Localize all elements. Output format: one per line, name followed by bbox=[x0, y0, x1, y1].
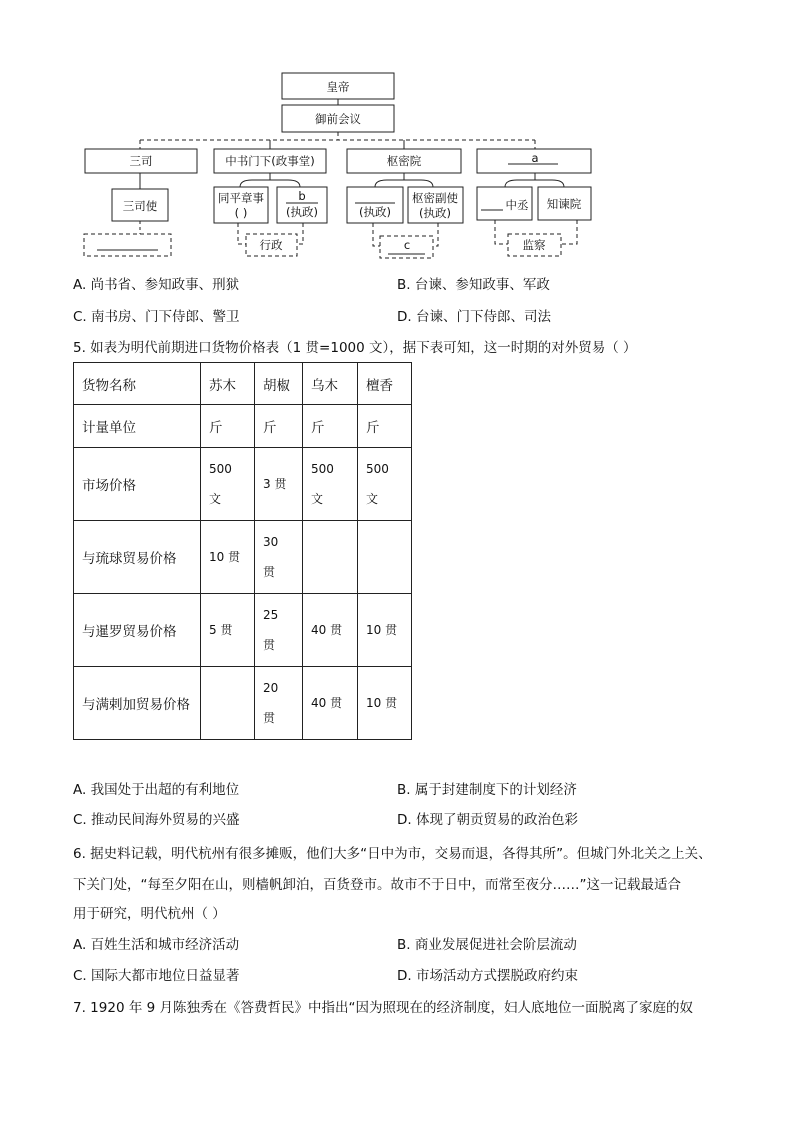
tongping-label: 同平章事 bbox=[218, 191, 264, 205]
q7-line-1: 7. 1920 年 9 月陈独秀在《答费哲民》中指出“因为照现在的经济制度，妇人底地位一面脱离了家庭的奴 bbox=[73, 1000, 693, 1016]
q4-option-c: C. 南书房、门下侍郎、警卫 bbox=[73, 309, 240, 325]
table-cell: 500 文 bbox=[201, 448, 255, 521]
table-cell: 5 贯 bbox=[201, 594, 255, 667]
org-diagram bbox=[0, 0, 794, 270]
header-cell: 苏木 bbox=[201, 363, 255, 405]
table-row bbox=[74, 405, 412, 448]
shumi-fu-label: 枢密副使 bbox=[412, 191, 458, 205]
q6-line-1: 6. 据史料记载，明代杭州有很多摊贩，他们大多“日中为市，交易而退，各得其所”。但城门外北关之上关、 bbox=[73, 846, 712, 862]
sansi-label: 三司 bbox=[129, 154, 153, 168]
table-cell: 斤 bbox=[358, 405, 412, 448]
row-label: 与琉球贸易价格 bbox=[74, 521, 201, 594]
table-cell: 30 贯 bbox=[255, 521, 303, 594]
table-row bbox=[74, 521, 412, 594]
council-label: 御前会议 bbox=[315, 112, 361, 126]
b-sub-label: (执政) bbox=[286, 205, 318, 219]
zhongcheng-label: 中丞 bbox=[505, 198, 529, 212]
emperor-label: 皇帝 bbox=[326, 80, 350, 94]
table-row bbox=[74, 667, 412, 740]
q5-option-c: C. 推动民间海外贸易的兴盛 bbox=[73, 812, 240, 828]
zhongshu-label: 中书门下(政事堂) bbox=[225, 154, 315, 168]
table-row bbox=[74, 594, 412, 667]
q6-option-d: D. 市场活动方式摆脱政府约束 bbox=[397, 968, 578, 984]
q4-option-b: B. 台谏、参知政事、军政 bbox=[397, 277, 550, 293]
jiancha-label: 监察 bbox=[522, 238, 546, 252]
table-cell bbox=[303, 521, 358, 594]
table-cell bbox=[358, 521, 412, 594]
table-header-row bbox=[74, 363, 412, 405]
table-row bbox=[74, 448, 412, 521]
b-label: b bbox=[298, 189, 306, 203]
shumi-label: 枢密院 bbox=[386, 154, 422, 168]
shumi-fu-sub: (执政) bbox=[419, 206, 451, 220]
q4-option-a: A. 尚书省、参知政事、刑狱 bbox=[73, 277, 240, 293]
q5-option-b: B. 属于封建制度下的计划经济 bbox=[397, 782, 577, 798]
row-label: 与暹罗贸易价格 bbox=[74, 594, 201, 667]
xingzheng-label: 行政 bbox=[259, 238, 283, 252]
q5-stem: 5. 如表为明代前期进口货物价格表（1 贯=1000 文），据下表可知，这一时期的对外贸易（ ） bbox=[73, 340, 637, 356]
sansi-shi-label: 三司使 bbox=[122, 199, 158, 213]
table-cell: 3 贯 bbox=[255, 448, 303, 521]
table-cell: 斤 bbox=[255, 405, 303, 448]
row-label: 计量单位 bbox=[74, 405, 201, 448]
header-cell: 乌木 bbox=[303, 363, 358, 405]
table-cell: 斤 bbox=[201, 405, 255, 448]
table-cell: 10 贯 bbox=[358, 667, 412, 740]
q6-line-2: 下关门处，“每至夕阳在山，则樯帆卸泊，百货登市。故市不于日中，而常至夜分……”这一记载最适合 bbox=[73, 877, 681, 893]
price-table bbox=[73, 362, 412, 740]
header-cell: 檀香 bbox=[358, 363, 412, 405]
table-cell: 500 文 bbox=[358, 448, 412, 521]
table-cell: 40 贯 bbox=[303, 667, 358, 740]
table-cell: 10 贯 bbox=[358, 594, 412, 667]
table-cell: 500 文 bbox=[303, 448, 358, 521]
tongping-blank: ( ) bbox=[234, 206, 248, 220]
dept-a-label: a bbox=[531, 151, 539, 165]
q5-option-d: D. 体现了朝贡贸易的政治色彩 bbox=[397, 812, 578, 828]
header-cell: 货物名称 bbox=[74, 363, 201, 405]
header-cell: 胡椒 bbox=[255, 363, 303, 405]
q6-line-3: 用于研究，明代杭州（ ） bbox=[73, 906, 226, 922]
q5-option-a: A. 我国处于出超的有利地位 bbox=[73, 782, 240, 798]
table-cell: 10 贯 bbox=[201, 521, 255, 594]
shumi-left-sub: (执政) bbox=[359, 205, 391, 219]
q6-option-a: A. 百姓生活和城市经济活动 bbox=[73, 937, 240, 953]
row-label: 市场价格 bbox=[74, 448, 201, 521]
c-label: c bbox=[403, 238, 411, 252]
q6-option-c: C. 国际大都市地位日益显著 bbox=[73, 968, 240, 984]
table-cell bbox=[201, 667, 255, 740]
q4-option-d: D. 台谏、门下侍郎、司法 bbox=[397, 309, 551, 325]
org-chart-svg bbox=[0, 0, 794, 270]
table-cell: 25 贯 bbox=[255, 594, 303, 667]
table-cell: 40 贯 bbox=[303, 594, 358, 667]
q6-option-b: B. 商业发展促进社会阶层流动 bbox=[397, 937, 577, 953]
zhijian-label: 知谏院 bbox=[546, 197, 582, 211]
row-label: 与满剌加贸易价格 bbox=[74, 667, 201, 740]
table-cell: 斤 bbox=[303, 405, 358, 448]
table-cell: 20 贯 bbox=[255, 667, 303, 740]
